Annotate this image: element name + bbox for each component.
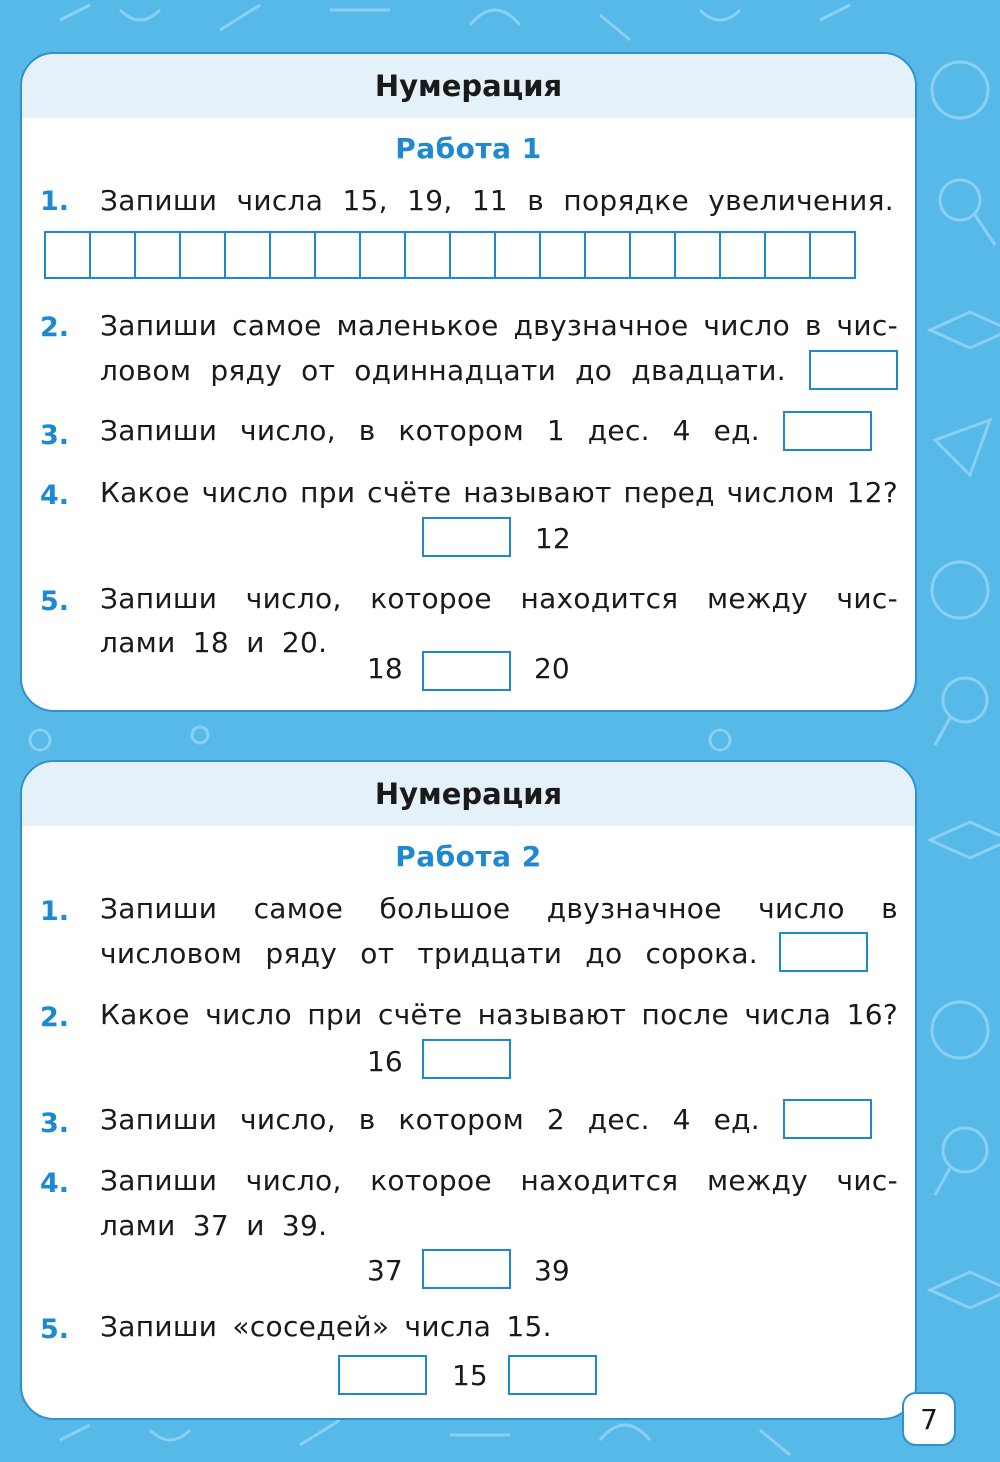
task-text: Запиши числа 15, 19, 11 в порядке увеличения.	[100, 184, 894, 217]
answer-box[interactable]	[809, 350, 898, 390]
task-text: Запиши число, в котором 2 дес. 4 ед.	[100, 1103, 760, 1136]
work-1-card	[20, 52, 917, 712]
task-number: 1.	[40, 186, 70, 217]
task-number: 5.	[40, 1314, 70, 1345]
given-number: 39	[534, 1254, 570, 1287]
task-number: 3.	[40, 1108, 70, 1139]
task-text: Запиши «соседей» числа 15.	[100, 1310, 552, 1343]
answer-box[interactable]	[783, 1099, 872, 1139]
task-text: Запиши число, которое находится между чис-	[100, 582, 898, 615]
answer-box[interactable]	[422, 1249, 511, 1289]
answer-box[interactable]	[422, 517, 511, 557]
given-number: 16	[367, 1045, 403, 1078]
task-text: Запиши самое большое двузначное число в	[100, 892, 898, 925]
task-text: Запиши самое маленькое двузначное число в чис-	[100, 309, 898, 342]
task-text: числовом ряду от тридцати до сорока.	[100, 937, 758, 970]
work-title: Работа 2	[395, 840, 542, 873]
given-number: 20	[534, 652, 570, 685]
task-number: 4.	[40, 1168, 70, 1199]
answer-cells[interactable]	[44, 231, 854, 279]
answer-box-left[interactable]	[338, 1355, 427, 1395]
given-number: 37	[367, 1254, 403, 1287]
task-text: Какое число при счёте называют перед числом 12?	[100, 476, 898, 509]
task-text: Запиши число, которое находится между чис-	[100, 1164, 898, 1197]
given-number: 15	[452, 1359, 488, 1392]
answer-box[interactable]	[783, 411, 872, 451]
task-number: 5.	[40, 586, 70, 617]
task-text: лами 37 и 39.	[100, 1209, 328, 1242]
answer-box-right[interactable]	[508, 1355, 597, 1395]
topic-heading: Нумерация	[22, 762, 915, 826]
task-number: 3.	[40, 420, 70, 451]
task-number: 2.	[40, 1002, 70, 1033]
given-number: 18	[367, 652, 403, 685]
task-text: Какое число при счёте называют после числа 16?	[100, 998, 898, 1031]
task-number: 1.	[40, 896, 70, 927]
task-text: лами 18 и 20.	[100, 626, 328, 659]
answer-box[interactable]	[779, 932, 868, 972]
task-text: Запиши число, в котором 1 дес. 4 ед.	[100, 414, 760, 447]
task-text: ловом ряду от одиннадцати до двадцати.	[100, 354, 786, 387]
page-number: 7	[902, 1392, 956, 1446]
task-number: 2.	[40, 312, 70, 343]
topic-heading: Нумерация	[22, 54, 915, 118]
work-title: Работа 1	[395, 132, 542, 165]
task-number: 4.	[40, 480, 70, 511]
answer-box[interactable]	[422, 651, 511, 691]
answer-box[interactable]	[422, 1039, 511, 1079]
work-2-card	[20, 760, 917, 1420]
given-number: 12	[535, 522, 571, 555]
